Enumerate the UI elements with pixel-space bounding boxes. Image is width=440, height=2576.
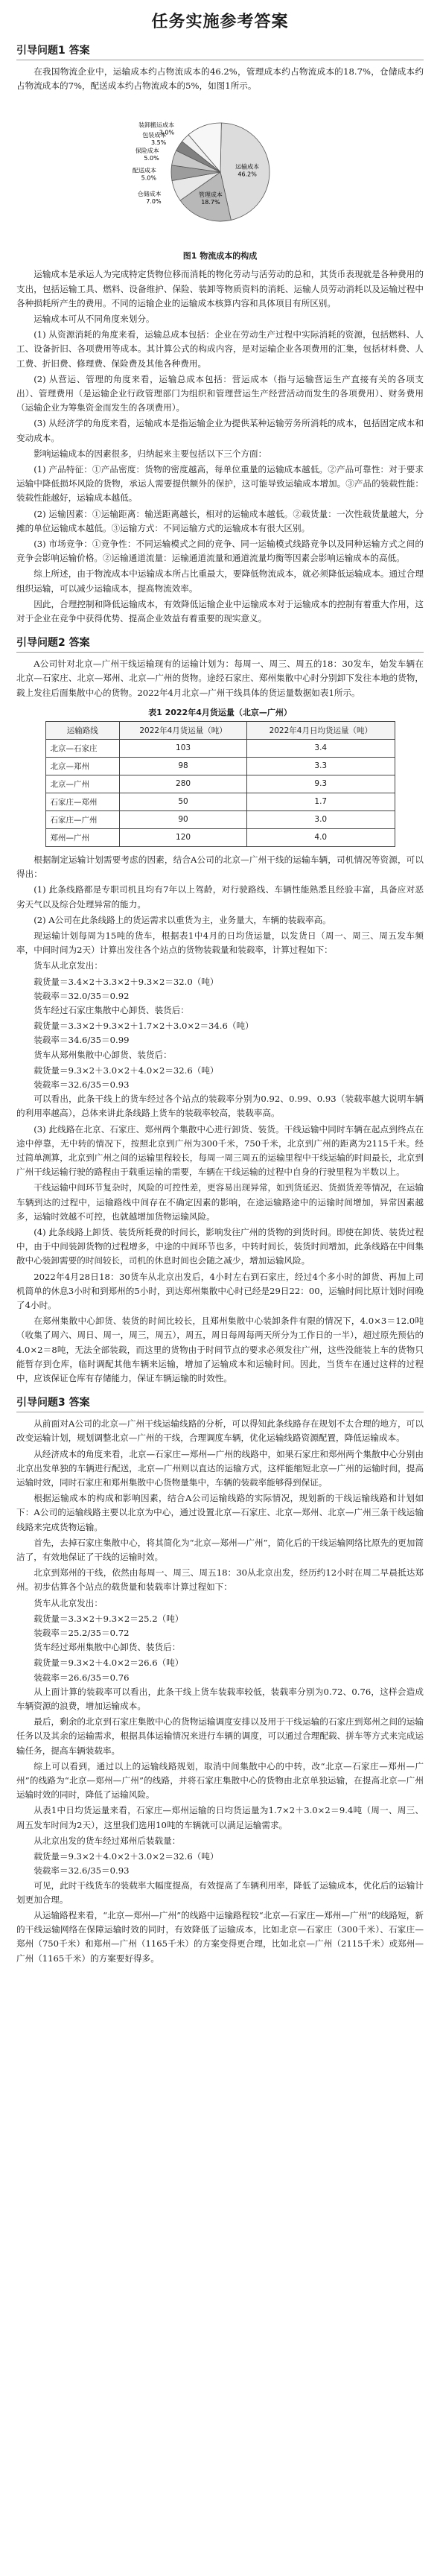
pie-chart-svg — [109, 98, 332, 247]
formula: 载货量＝9.3×2＋3.0×2＋4.0×2＝32.6（吨） — [34, 1065, 219, 1076]
paragraph: A公司针对北京—广州干线运输现有的运输计划为：每周一、周三、周五的18：30发车，始发车辆在北京—石家庄、北京—郑州、北京—广州的货物。途经石家庄、郑州集散中心时分别卸下发往本地的货物，载上发往后面集散中心的货物。2022年4月北京—广州干线具体的货运量数据如表1所示。 — [16, 659, 424, 698]
figure-caption: 图1 物流成本的构成 — [182, 251, 258, 261]
table-cell: 3.0 — [247, 810, 395, 828]
table-cell: 1.7 — [247, 793, 395, 810]
pie-label — [133, 167, 156, 182]
table-cell: 石家庄—广州 — [45, 810, 120, 828]
pie-label-name: 管理成本 — [198, 191, 223, 199]
pie-label-value: 3.5% — [150, 139, 166, 147]
table-cell: 北京—广州 — [45, 775, 120, 793]
section-answer-1 — [16, 42, 424, 626]
paragraph: 运输成本是承运人为完成特定货物位移而消耗的物化劳动与活劳动的总和，其货币表现就是各种费用的支出，包括运输工具、燃料、设备维护、保险、装卸等物质资料的消耗、运输人员劳动消耗以及运输过程中各种损耗所产生的费用。不同的运输企业的运输成本核算内容和具体项目有所区别。 — [16, 269, 424, 308]
formula: 装载率＝32.6/35＝0.93 — [34, 1079, 130, 1090]
table-cell: 3.4 — [247, 739, 395, 757]
table-cell: 4.0 — [247, 828, 395, 846]
paragraph: 货车从北京发出： — [34, 960, 103, 971]
paragraph: 根据运输成本的构成和影响因素，结合A公司运输线路的实际情况，规划新的干线运输线路和计划如下：A公司的运输线路主要以北京为中心，通过设置北京—石家庄、北京—郑州、北京—广州三条干线运输线路来完成货物运输。 — [16, 1493, 424, 1532]
section-heading: 引导问题3 答案 — [16, 1395, 424, 1412]
pie-label-name: 装卸搬运成本 — [138, 121, 174, 129]
formula: 载货量＝3.4×2＋3.3×2＋9.3×2＝32.0（吨） — [34, 976, 219, 987]
paragraph: 综上可以看到，通过以上的运输线路规划，取消中间集散中心的中转，改“北京—石家庄—郑州—广州”的线路为“北京—郑州—广州”的线路，并将石家庄集散中心的货物由北京单独运输，在提高北京—广州运输时效的同时，降低了运输风险。 — [16, 1760, 424, 1801]
formula: 载货量＝3.3×2＋9.3×2＝25.2（吨） — [34, 1613, 184, 1624]
document-title: 任务实施参考答案 — [151, 12, 289, 31]
paragraph: 在我国物流企业中，运输成本约占物流成本的46.2%，管理成本约占物流成本的18.7%，仓储成本约占物流成本的7%，配送成本约占物流成本的5%，如图1所示。 — [16, 66, 424, 92]
formula: 装载率＝25.2/35＝0.72 — [34, 1628, 130, 1639]
paragraph: 最后，剩余的北京到石家庄集散中心的货物运输调度安排以及用于干线运输的石家庄到郑州之间的运输任务以及其余的运输需求，根据具体运输情况来进行车辆的调度，可以通过合理配载、拼车等方式来完成运输任务，提高车辆装载率。 — [16, 1716, 424, 1756]
pie-label-value: 5.0% — [141, 174, 156, 182]
formula: 载货量＝9.3×2＋4.0×2＝26.6（吨） — [34, 1657, 184, 1669]
paragraph: 货车经过石家庄集散中心卸货、装货后： — [34, 1004, 189, 1015]
table-cell: 3.3 — [247, 757, 395, 775]
table-cell: 50 — [120, 793, 247, 810]
paragraph: 可以看出，此条干线上的货车经过各个站点的装载率分别为0.92、0.99、0.93（装载率越大说明车辆的利用率越高），总体来讲此条线路上货车的装载率较高，装载率高。 — [16, 1094, 424, 1119]
paragraph: 从前面对A公司的北京—广州干线运输线路的分析，可以得知此条线路存在规划不太合理的地方，可以改变运输计划，规划调整北京—广州的干线，合理调度车辆，优化运输线路资源配置，降低运输成本。 — [16, 1418, 424, 1444]
table-header-cell: 2022年4月货运量（吨） — [120, 721, 247, 739]
table-cell: 北京—郑州 — [45, 757, 120, 775]
paragraph: 运输成本可从不同角度来划分。 — [34, 314, 155, 325]
section-heading: 引导问题1 答案 — [16, 42, 424, 60]
paragraph: (1) 产品特征：①产品密度：货物的密度越高，每单位重量的运输成本越低。②产品可靠性：对于要求运输中降低损坏风险的货物，承运人需要提供额外的保护，这可能导致运输成本增加。③产品的装载性能：装载性能越好，运输成本越低。 — [16, 464, 424, 504]
formula: 装载率＝32.0/35＝0.92 — [34, 990, 130, 1001]
table-header-row — [45, 721, 395, 739]
table-cell: 石家庄—郑州 — [45, 793, 120, 810]
section-answer-3 — [16, 1395, 424, 1966]
freight-volume-table — [45, 721, 395, 847]
paragraph: 北京到郑州的干线，依然由每周一、周三、周五18：30从北京出发，经历约12小时在周二早晨抵达郑州。初步估算各个站点的载货量和装载率计算过程如下： — [16, 1567, 424, 1593]
paragraph: 因此，合理控制和降低运输成本，有效降低运输企业中运输成本对于运输成本的控制有着重大作用，这对于企业在竞争中获得优势、提高企业效益有着重要的现实意义。 — [16, 598, 424, 624]
section-heading: 引导问题2 答案 — [16, 635, 424, 653]
paragraph: (3) 从经济学的角度来看，运输成本是指运输企业为提供某种运输劳务所消耗的成本，包括固定成本和变动成本。 — [16, 418, 424, 443]
pie-label-value: 7.0% — [145, 198, 162, 206]
paragraph: 影响运输成本的因素很多，归纳起来主要包括以下三个方面： — [34, 448, 267, 459]
formula: 装载率＝32.6/35＝0.93 — [34, 1865, 130, 1877]
paragraph: 干线运输中间环节复杂时，风险的可控性差，更容易出现异常，如到货延迟、货损货差等情况，在运输车辆到达的过程中，运输路线中间存在不确定因素的影响，在途运输路途中的运输时间增加，异常因素越多，运输时效越不可控，也就越增加货物运输风险。 — [16, 1182, 424, 1222]
pie-label-name: 配送成本 — [132, 167, 156, 174]
paragraph: (3) 市场竞争：①竞争性：不同运输模式之间的竞争、同一运输模式线路竞争以及同种运输方式之间的竞争会影响运输价格。②运输通道流量：运输通道流量和通道流量均衡等因素会影响运输成本的高低。 — [16, 539, 424, 564]
pie-label-value: 46.2% — [237, 171, 257, 178]
table-cell: 90 — [120, 810, 247, 828]
table-cell: 280 — [120, 775, 247, 793]
table-row — [45, 810, 395, 828]
paragraph: (2) A公司在此条线路上的货运需求以重货为主，业务量大，车辆的装载率高。 — [34, 914, 331, 925]
paragraph: 货车从郑州集散中心卸货、装货后： — [34, 1049, 172, 1060]
pie-label-value: 5.0% — [143, 155, 159, 162]
paragraph: 从表1中日均货运量来看，石家庄—郑州运输的日均货运量为1.7×2＋3.0×2＝9.4吨（周一、周三、周五发车时间为2天），这里我们选用10吨的车辆就可以满足运输需求。 — [16, 1805, 424, 1830]
table-row — [45, 828, 395, 846]
table-row — [45, 793, 395, 810]
pie-label-value: 3.0% — [159, 129, 174, 136]
table-cell: 103 — [120, 739, 247, 757]
paragraph: (2) 从营运、管理的角度来看，运输总成本包括：营运成本（指与运输营运生产直接有关的各项支出）、管理费用（是运输企业行政管理部门为组织和管理营运生产经营活动而发生的各项费用）、财务费用（运输企业为筹集资金而发生的各项费用）。 — [16, 373, 424, 413]
paragraph: 从上面计算的装载率可以看出，此条干线上货车装载率较低，装载率分别为0.72、0.76，这样会造成车辆资源的浪费，增加运输成本。 — [16, 1686, 424, 1712]
table-row — [45, 757, 395, 775]
paragraph: 从经济成本的角度来看，北京—石家庄—郑州—广州的线路中，如果石家庄和郑州两个集散中心分别由北京出发单独的车辆进行配送，北京—广州则以直达的运输方式，这样能缩短北京—广州的运输时间，提高运输时效，同时石家庄和郑州集散中心货物量集中，车辆的装载率能够得到保证。 — [16, 1448, 424, 1488]
table-cell: 120 — [120, 828, 247, 846]
paragraph: 2022年4月28日18：30货车从北京出发后，4小时左右到石家庄，经过4个多小时的卸货、再加上司机简单的休息3小时和到郑州的5小时，到达郑州集散中心时已经是29日22：00，运输时间比原计划时间晚了4小时。 — [16, 1271, 424, 1310]
paragraph: (2) 运输因素：①运输距离：输送距离越长，相对的运输成本越低。②载货量：一次性载货量越大，分摊的单位运输成本越低。③运输方式：不同运输方式的运输成本有很大区别。 — [16, 508, 424, 533]
cost-composition-chart — [16, 98, 424, 247]
table-header-cell: 2022年4月日均货运量（吨） — [247, 721, 395, 739]
table-cell: 北京—石家庄 — [45, 739, 120, 757]
table-header-cell: 运输路线 — [45, 721, 120, 739]
paragraph: (1) 此条线路都是专职司机且均有7年以上驾龄，对行驶路线、车辆性能熟悉且经验丰富，具备应对恶劣天气以及综合处理异常的能力。 — [16, 884, 424, 910]
table-row — [45, 775, 395, 793]
paragraph: (4) 此条线路上卸货、装货所耗费的时间长，影响发往广州的货物的到货时间。即使在卸货、装货过程中，由于中间装卸货物的过程增多，中途的中间环节也多，中转时间长，装货时间增加，此条线路在中间集散中心装卸需要的时间较长，司机的休息时间也会随之减少，增加运输风险。 — [16, 1226, 424, 1266]
paragraph: 从北京出发的货车经过郑州后装载量： — [34, 1835, 181, 1846]
table-cell: 郑州—广州 — [45, 828, 120, 846]
paragraph: 现运输计划每周为15吨的货车，根据表1中4月的日均货运量，以发货日（周一、周三、周五发车频率，中间时间为2天）计算出发往各个站点的货物装载量和装载率，计算过程如下： — [16, 930, 424, 956]
paragraph: (3) 此线路在北京、石家庄、郑州两个集散中心进行卸货、装货。干线运输中同时车辆在起点到终点在途中停靠，无中转的情况下，按照北京到广州为300千米，750千米，北京到广州的距离为2115千米。经过简单测算，北京到广州之间的运输里程较长，每周一周三周五的运输里程中干线运输的时间最长，北京到广州干线运输行驶的路程由于载重运输的需要，车辆在干线运输的过程中自身的行驶里程为半数以上。 — [16, 1123, 424, 1178]
pie-label — [135, 147, 159, 162]
paragraph: 货车从北京发出： — [34, 1597, 103, 1608]
paragraph: 可见，此时干线货车的装载率大幅度提高，有效提高了车辆利用率，降低了运输成本，优化后的运输计划更加合理。 — [16, 1879, 424, 1905]
paragraph: 根据制定运输计划需要考虑的因素，结合A公司的北京—广州干线的运输车辆，司机情况等资源，可以得出： — [16, 854, 424, 880]
paragraph: (1) 从资源消耗的角度来看，运输总成本包括：企业在劳动生产过程中实际消耗的资源，包括燃料、人工、设备折旧、各项费用等成本。其计算公式的构成内容，是对运输企业各项费用的汇集，包括材料费、人工费、折旧费、修理费、保险费及其他各种费用。 — [16, 329, 424, 369]
section-answer-2 — [16, 635, 424, 1386]
formula: 装载率＝26.6/35＝0.76 — [34, 1672, 130, 1683]
paragraph: 综上所述，由于物流成本中运输成本所占比重最大，要降低物流成本，就必须降低运输成本。通过合理组织运输，可以减少运输成本，提高物流效率。 — [16, 568, 424, 594]
paragraph: 在郑州集散中心卸货、装货的时间比较长，且郑州集散中心装卸条件有限的情况下，4.0×3＝12.0吨（收集了周六、周日、周一，周三，周五），周五，周日每周每两天所分为工作日的一半），超过原先预估的4.0×2＝8吨，无法全部装载，而这里的货物由于时间节点的要求必须发往广州，这些没能装上车的货物只能暂存到仓库，临时调配其他车辆来运输，增加了运输成本和运输时间。因此，当货车在通过这样的过程中，应该保证仓库有存储能力，保证车辆运输的时效性。 — [16, 1316, 424, 1383]
pie-label-name: 运输成本 — [235, 163, 259, 171]
pie-label-name: 包装成本 — [141, 132, 166, 139]
pie-label — [235, 163, 259, 178]
table-row — [45, 739, 395, 757]
pie-label-name: 保险成本 — [135, 147, 159, 155]
paragraph: 首先，去掉石家庄集散中心，将其简化为“北京—郑州—广州”，简化后的干线运输网络比原先的更加简洁了，有效地保证了干线的运输时效。 — [16, 1537, 424, 1563]
table-cell: 98 — [120, 757, 247, 775]
paragraph: 从运输路程来看，“北京—郑州—广州”的线路中运输路程较“北京—石家庄—郑州—广州”的线路短，新的干线运输网络在保障运输时效的同时，有效降低了运输成本，比如北京—石家庄（300千米）、石家庄—郑州（750千米）和郑州—广州（1165千米）的方案变得更合理，比如北京—广州（2115千米）或郑州—广州（1165千米）的方案要好得多。 — [16, 1909, 424, 1964]
table-cell: 9.3 — [247, 775, 395, 793]
formula: 载货量＝3.3×2＋9.3×2＋1.7×2＋3.0×2＝34.6（吨） — [34, 1021, 254, 1032]
pie-label — [198, 191, 222, 206]
pie-label-value: 18.7% — [200, 199, 220, 206]
table-caption: 表1 2022年4月货运量（北京—广州） — [148, 707, 292, 717]
formula: 装载率＝34.6/35＝0.99 — [34, 1035, 130, 1046]
pie-label-name: 仓储成本 — [137, 191, 162, 198]
formula: 载货量＝9.3×2＋4.0×2＋3.0×2＝32.6（吨） — [34, 1851, 219, 1862]
pie-label — [137, 190, 161, 205]
paragraph: 货车经过郑州集散中心卸货、装货后： — [34, 1642, 181, 1653]
